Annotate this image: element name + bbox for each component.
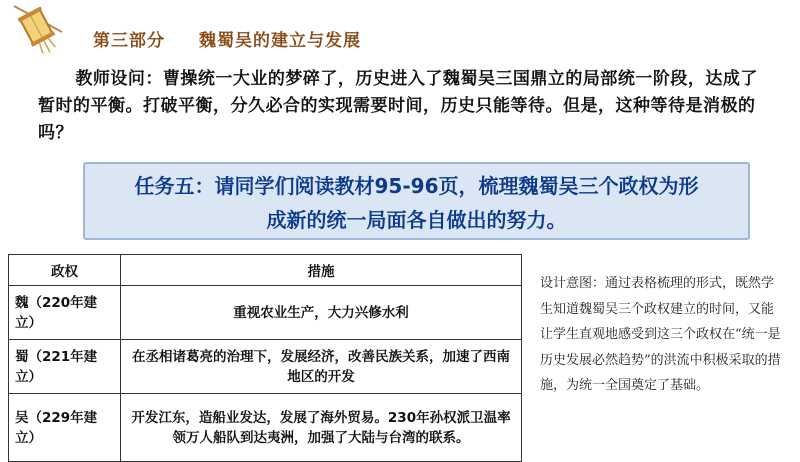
- header-measure: 措施: [121, 255, 522, 286]
- regime-cell: 吴（229年建立）: [9, 394, 121, 462]
- lantern-decoration-icon: [6, 2, 68, 60]
- task-box: [83, 162, 750, 240]
- table-header-row: [9, 255, 522, 286]
- regime-cell: 蜀（221年建立）: [9, 340, 121, 394]
- task-line-2: 成新的统一局面各自做出的努力。: [266, 208, 567, 232]
- teacher-question: 教师设问：曹操统一大业的梦碎了，历史进入了魏蜀吴三国鼎立的局部统一阶段，达成了暂时的平衡。打破平衡，分久必合的实现需要时间，历史只能等待。但是，这种等待是消极的吗？: [38, 69, 758, 143]
- section-title: [93, 26, 361, 51]
- measure-cell: 重视农业生产，大力兴修水利: [121, 286, 522, 340]
- regime-cell: 魏（220年建立）: [9, 286, 121, 340]
- table-row: [9, 286, 522, 340]
- measure-cell: 开发江东，造船业发达，发展了海外贸易。230年孙权派卫温率领万人船队到达夷洲，加强了大陆与台湾的联系。: [121, 394, 522, 462]
- design-intent-note: 设计意图：通过表格梳理的形式，既然学生知道魏蜀吴三个政权建立的时间，又能让学生直观地感受到这三个政权在“统一是历史发展必然趋势”的洪流中积极采取的措施，为统一全国奠定了基础。: [540, 276, 781, 393]
- measure-cell: 在丞相诸葛亮的治理下，发展经济，改善民族关系，加速了西南地区的开发: [121, 340, 522, 394]
- measures-table: [8, 254, 522, 462]
- section-part: 第三部分: [93, 31, 165, 51]
- header-regime: 政权: [9, 255, 121, 286]
- task-line-1: 任务五：请同学们阅读教材95-96页，梳理魏蜀吴三个政权为形: [134, 174, 699, 198]
- table-row: [9, 394, 522, 462]
- section-heading: 魏蜀吴的建立与发展: [199, 31, 361, 51]
- table-row: [9, 340, 522, 394]
